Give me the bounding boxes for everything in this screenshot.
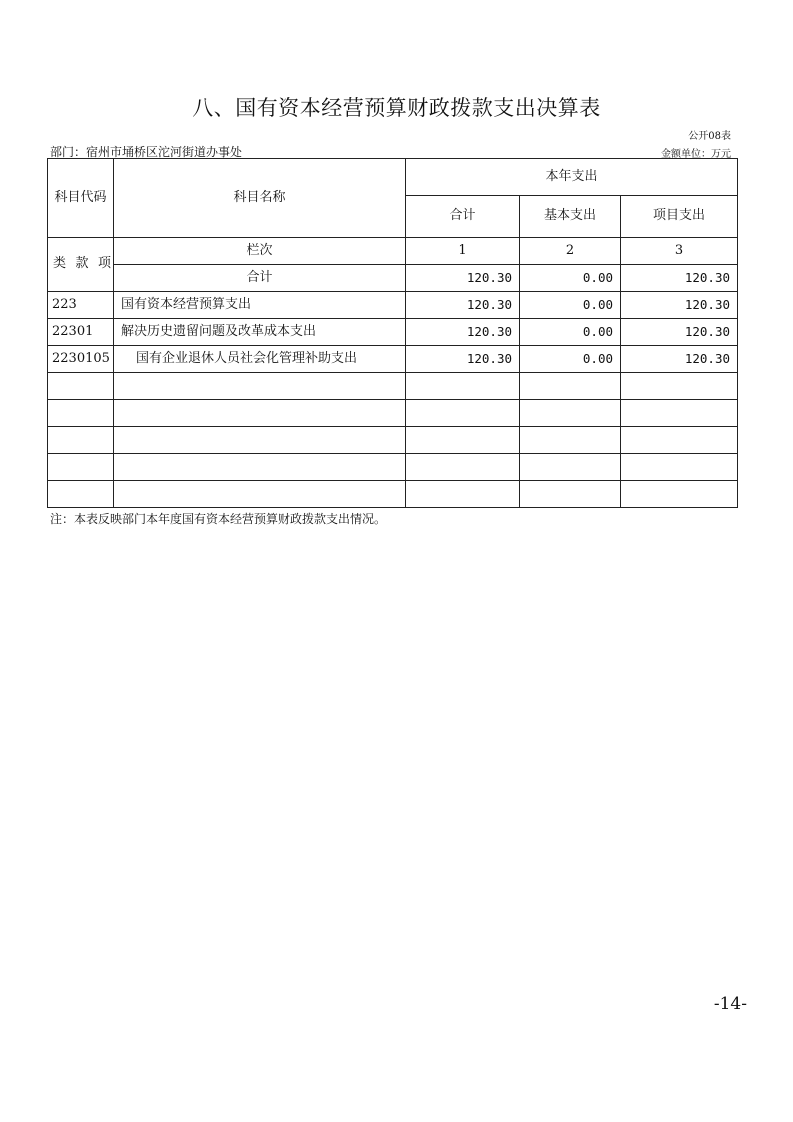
total-row-total: 120.30 xyxy=(406,265,520,292)
empty-row xyxy=(48,481,738,508)
row-name: 解决历史遗留问题及改革成本支出 xyxy=(114,319,406,346)
header-project: 项目支出 xyxy=(621,196,738,238)
header-column-label: 栏次 xyxy=(114,238,406,265)
total-row xyxy=(48,265,738,292)
header-col-3: 3 xyxy=(621,238,738,265)
header-total: 合计 xyxy=(406,196,520,238)
department-label: 部门：宿州市埇桥区沱河街道办事处 xyxy=(50,145,243,159)
row-basic: 0.00 xyxy=(520,292,621,319)
row-code: 22301 xyxy=(48,319,114,346)
row-basic: 0.00 xyxy=(520,319,621,346)
empty-row xyxy=(48,427,738,454)
header-col-1: 1 xyxy=(406,238,520,265)
row-name: 国有企业退休人员社会化管理补助支出 xyxy=(114,346,406,373)
header-lei: 类 xyxy=(53,256,67,272)
header-lei-kuan-xiang xyxy=(48,238,114,292)
empty-row xyxy=(48,373,738,400)
row-project: 120.30 xyxy=(621,346,738,373)
total-row-label: 合计 xyxy=(114,265,406,292)
row-name: 国有资本经营预算支出 xyxy=(114,292,406,319)
expenditure-table xyxy=(47,158,738,508)
empty-row xyxy=(48,454,738,481)
row-total: 120.30 xyxy=(406,346,520,373)
row-code: 2230105 xyxy=(48,346,114,373)
header-basic: 基本支出 xyxy=(520,196,621,238)
row-total: 120.30 xyxy=(406,292,520,319)
row-project: 120.30 xyxy=(621,319,738,346)
empty-row xyxy=(48,400,738,427)
header-subject-name: 科目名称 xyxy=(114,159,406,238)
row-total: 120.30 xyxy=(406,319,520,346)
table-row xyxy=(48,292,738,319)
header-subject-code: 科目代码 xyxy=(48,159,114,238)
header-col-2: 2 xyxy=(520,238,621,265)
form-code: 公开08表 xyxy=(688,131,731,142)
header-current-year: 本年支出 xyxy=(406,159,738,196)
row-basic: 0.00 xyxy=(520,346,621,373)
total-row-basic: 0.00 xyxy=(520,265,621,292)
table-row xyxy=(48,319,738,346)
header-kuan: 款 xyxy=(75,256,89,272)
amount-unit-label: 金额单位：万元 xyxy=(661,149,731,160)
row-code: 223 xyxy=(48,292,114,319)
table-note: 注：本表反映部门本年度国有资本经营预算财政拨款支出情况。 xyxy=(50,512,387,526)
total-row-project: 120.30 xyxy=(621,265,738,292)
table-row xyxy=(48,346,738,373)
page-number: -14- xyxy=(713,994,747,1014)
row-project: 120.30 xyxy=(621,292,738,319)
header-xiang: 项 xyxy=(97,256,111,272)
page-title: 八、国有资本经营预算财政拨款支出决算表 xyxy=(192,96,601,120)
